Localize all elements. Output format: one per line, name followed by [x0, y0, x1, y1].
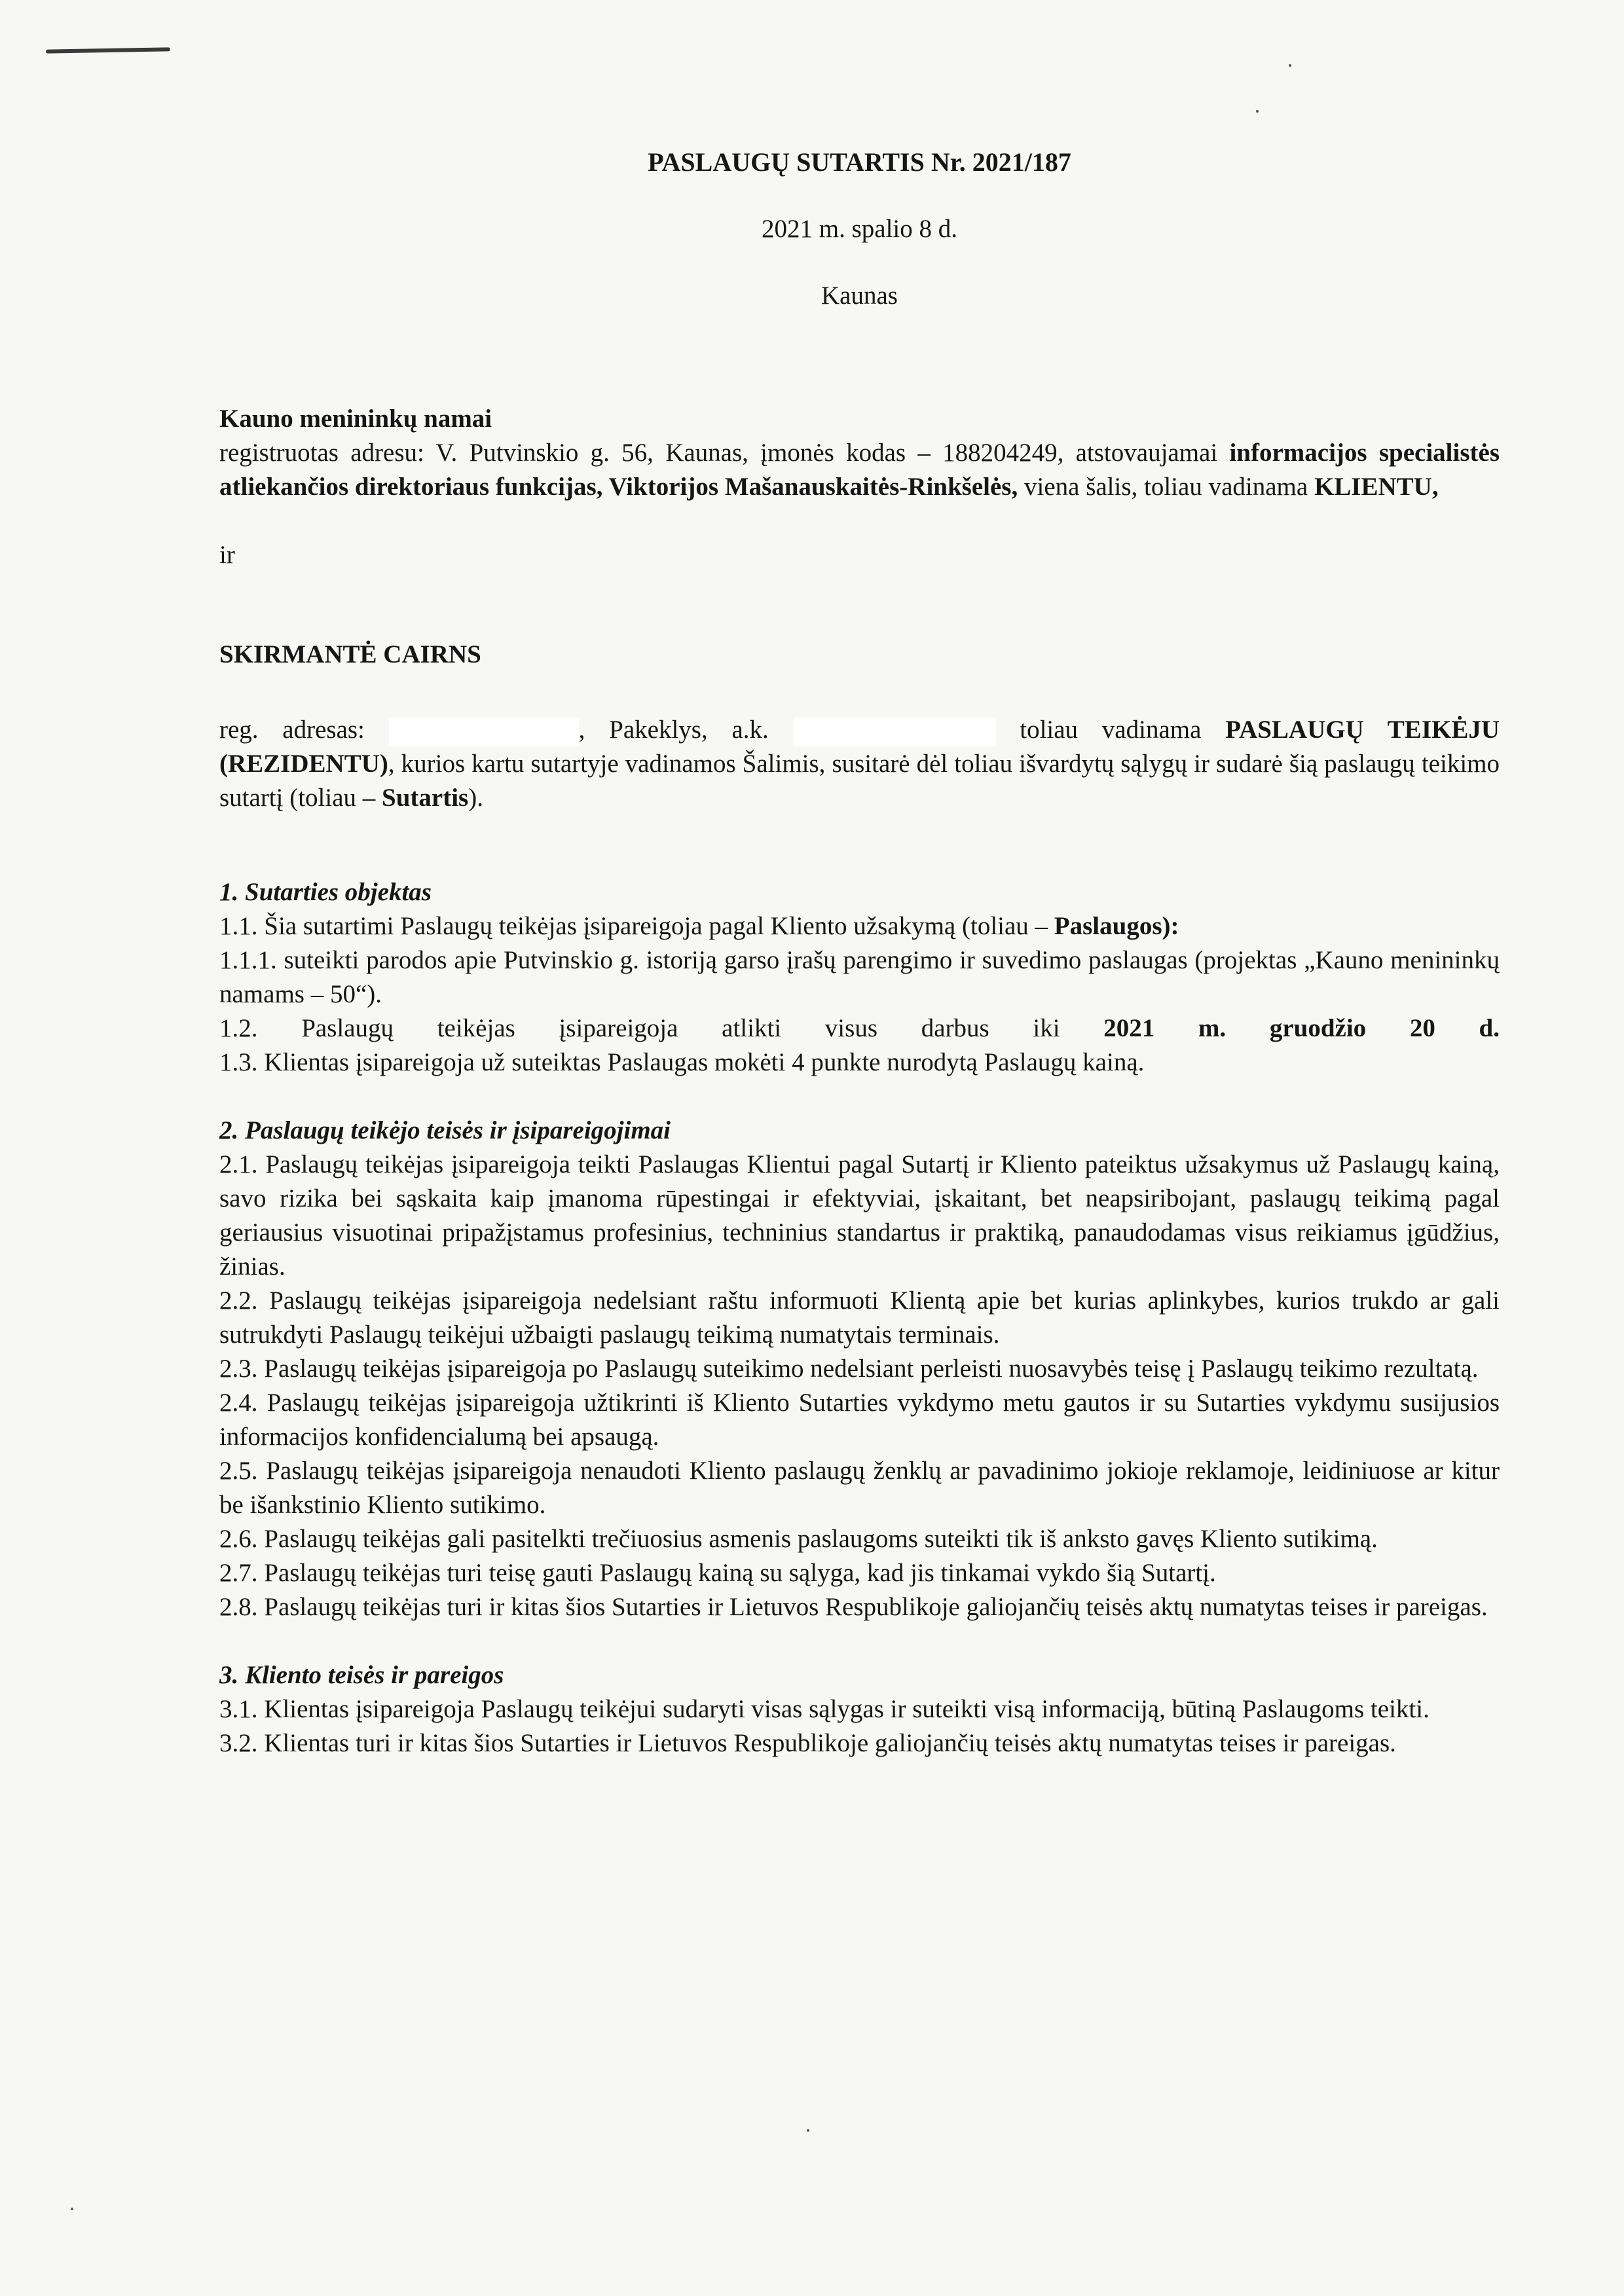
scan-dot	[1289, 64, 1291, 67]
clause-2-5: 2.5. Paslaugų teikėjas įsipareigoja nenaudoti Kliento paslaugų ženklų ar pavadinimo jokioje reklamoje, leidiniuose ar kitur be išankstinio Kliento sutikimo.	[219, 1457, 1500, 1519]
clause-1-1: 1.1. Šia sutartimi Paslaugų teikėjas įsipareigoja pagal Kliento užsakymą (toliau – Paslaugos):	[219, 912, 1179, 940]
clause-2-1: 2.1. Paslaugų teikėjas įsipareigoja teikti Paslaugas Klientui pagal Sutartį ir Kliento pateiktus užsakymus už Paslaugų kainą, savo rizika bei sąskaita kaip įmanoma rūpestingai ir efektyviai, įskaitant, bet neapsiribojant, paslaugų teikimą pagal geriausius visuotinai pripažįstamus profesinius, techninius standartus ir praktiką, panaudodamas visus reikiamus įgūdžius, žinias.	[219, 1150, 1500, 1281]
provider-details: reg. adresas: , Pakeklys, a.k. toliau vadinama PASLAUGŲ TEIKĖJU (REZIDENTU), kurios kartu sutartyje vadinamos Šalimis, susitarė dėl toliau išvardytų sąlygų ir sudarė šią paslaugų teikimo sutartį (toliau – Sutartis).	[219, 716, 1500, 812]
scan-dot	[1256, 110, 1259, 113]
section-3-heading: 3. Kliento teisės ir pareigos	[219, 1661, 504, 1689]
provider-name: SKIRMANTĖ CAIRNS	[219, 640, 481, 668]
clause-2-4: 2.4. Paslaugų teikėjas įsipareigoja užtikrinti iš Kliento Sutarties vykdymo metu gautos ir su Sutarties vykdymu susijusios informacijos konfidencialumą bei apsaugą.	[219, 1389, 1500, 1451]
redacted-address	[389, 718, 579, 746]
clause-2-6: 2.6. Paslaugų teikėjas gali pasitelkti trečiuosius asmenis paslaugoms suteikti tik iš anksto gavęs Kliento sutikimą.	[219, 1525, 1378, 1553]
clause-2-3: 2.3. Paslaugų teikėjas įsipareigoja po Paslaugų suteikimo nedelsiant perleisti nuosavybės teisę į Paslaugų teikimo rezultatą.	[219, 1355, 1479, 1383]
section-1-heading: 1. Sutarties objektas	[219, 878, 432, 906]
client-name: Kauno menininkų namai	[219, 405, 492, 433]
contract-city: Kaunas	[821, 282, 898, 310]
document-page	[219, 145, 1500, 1760]
section-2-heading: 2. Paslaugų teikėjo teisės ir įsipareigojimai	[219, 1116, 671, 1144]
clause-3-1: 3.1. Klientas įsipareigoja Paslaugų teikėjui sudaryti visas sąlygas ir suteikti visą informaciją, būtiną Paslaugoms teikti.	[219, 1695, 1430, 1723]
contract-title: PASLAUGŲ SUTARTIS Nr. 2021/187	[648, 147, 1071, 177]
client-details: registruotas adresu: V. Putvinskio g. 56, Kaunas, įmonės kodas – 188204249, atstovaujamai informacijos specialistės atliekančios direktoriaus funkcijas, Viktorijos Mašanauskaitės-Rinkšelės, viena šalis, toliau vadinama KLIENTU,	[219, 439, 1500, 501]
redacted-personal-code	[793, 718, 996, 746]
clause-1-1-1: 1.1.1. suteikti parodos apie Putvinskio g. istoriją garso įrašų parengimo ir suvedimo paslaugas (projektas „Kauno menininkų namams – 50“).	[219, 946, 1500, 1008]
scan-dot	[71, 2208, 73, 2210]
connector-ir: ir	[219, 541, 235, 569]
clause-1-3: 1.3. Klientas įsipareigoja už suteiktas Paslaugas mokėti 4 punkte nurodytą Paslaugų kainą.	[219, 1048, 1145, 1076]
scan-dot	[807, 2129, 809, 2132]
clause-3-2: 3.2. Klientas turi ir kitas šios Sutarties ir Lietuvos Respublikoje galiojančių teisės aktų numatytas teises ir pareigas.	[219, 1729, 1396, 1757]
contract-date: 2021 m. spalio 8 d.	[762, 215, 957, 243]
clause-2-2: 2.2. Paslaugų teikėjas įsipareigoja nedelsiant raštu informuoti Klientą apie bet kurias aplinkybes, kurios trukdo ar gali sutrukdyti Paslaugų teikėjui užbaigti paslaugų teikimą numatytais terminais.	[219, 1286, 1500, 1349]
clause-2-7: 2.7. Paslaugų teikėjas turi teisę gauti Paslaugų kainą su sąlyga, kad jis tinkamai vykdo šią Sutartį.	[219, 1559, 1216, 1587]
clause-2-8: 2.8. Paslaugų teikėjas turi ir kitas šios Sutarties ir Lietuvos Respublikoje galiojančių teisės aktų numatytas teises ir pareigas.	[219, 1593, 1488, 1621]
clause-1-2: 1.2. Paslaugų teikėjas įsipareigoja atlikti visus darbus iki 2021 m. gruodžio 20 d.	[219, 1014, 1500, 1042]
scan-mark	[46, 47, 170, 53]
